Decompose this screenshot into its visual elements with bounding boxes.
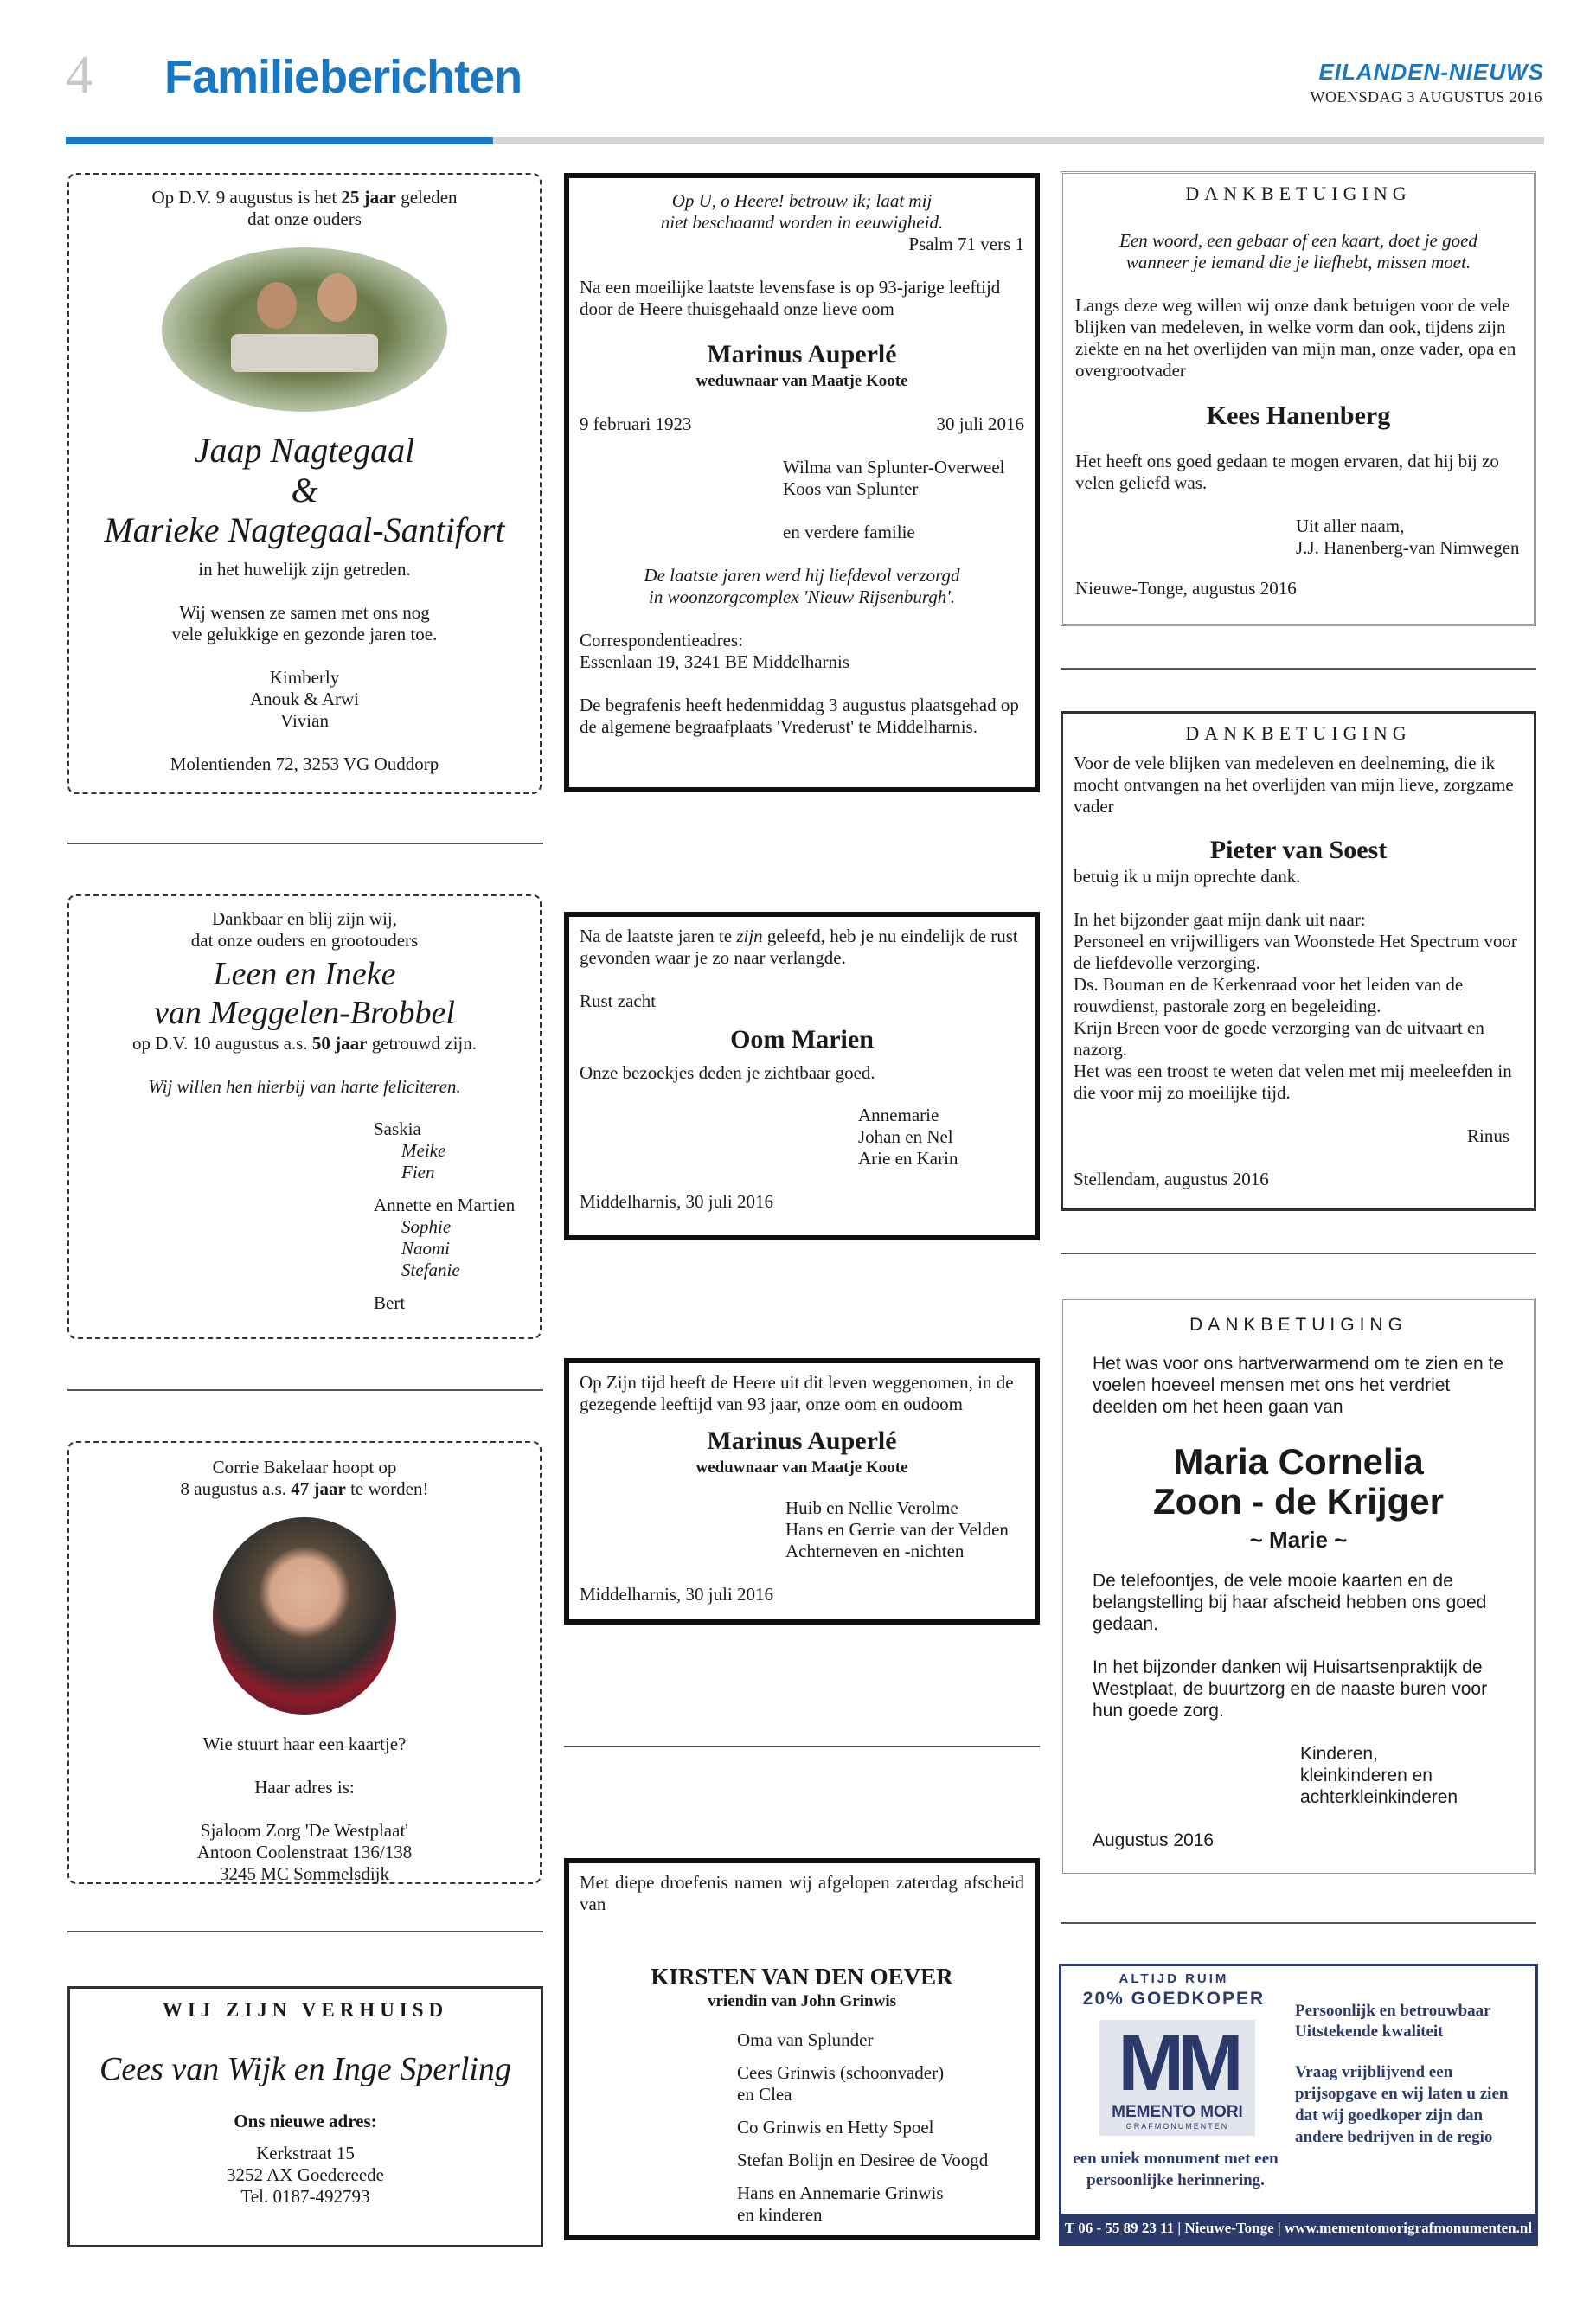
deceased-subtitle: weduwnaar van Maatje Koote xyxy=(695,372,908,390)
ad-feature: Persoonlijk en betrouwbaar xyxy=(1295,2002,1491,2020)
family-member: Johan en Nel xyxy=(858,1126,953,1147)
funeral-note: De begrafenis heeft hedenmiddag 3 augustus plaatsgehad op de algemene begraafplaats 'Vrederust' te Middelharnis. xyxy=(580,695,1019,737)
deceased-name: Marinus Auperlé xyxy=(707,1426,897,1455)
family-list xyxy=(737,2029,1024,2226)
advertisement-memento-mori xyxy=(1059,1964,1538,2246)
family-member: Saskia xyxy=(374,1118,421,1139)
logo-subtitle: GRAFMONUMENTEN xyxy=(1125,2122,1229,2131)
verse-line: niet beschaamd worden in eeuwigheid. xyxy=(660,212,944,233)
verse-reference: Psalm 71 vers 1 xyxy=(908,234,1024,254)
grandchild: Meike xyxy=(401,1140,446,1161)
signature-line: J.J. Hanenberg-van Nimwegen xyxy=(1296,537,1520,558)
couple-name-1: Jaap Nagtegaal xyxy=(194,431,415,470)
address-line: Sjaloom Zorg 'De Westplaat' xyxy=(200,1820,409,1841)
section-title: Familieberichten xyxy=(164,51,522,103)
ad-text: Wij willen hen hierbij van harte feliciteren. xyxy=(148,1076,461,1097)
ad-text: Personeel en vrijwilligers van Woonstede Het Spectrum voor de liefdevolle verzorging. xyxy=(1074,931,1517,973)
anniversary-notice-nagtegaal xyxy=(67,173,542,794)
ad-text: Dankbaar en blij zijn wij, xyxy=(211,908,398,929)
ad-text: Voor de vele blijken van medeleven en deelneming, die ik mocht ontvangen na het overlijden van mijn lieve, zorgzame vader xyxy=(1074,753,1514,817)
family-list xyxy=(858,1105,1024,1170)
couple-name-1: Leen en Ineke xyxy=(213,956,396,992)
family-member: Bert xyxy=(374,1292,406,1313)
obituary-marinus-auperle-family xyxy=(564,1358,1040,1625)
ad-text: Op Zijn tijd heeft de Heere uit dit leven weggenomen, in de gezegende leeftijd van 93 jaar, onze oom en oudoom xyxy=(580,1372,1014,1414)
grandchild: Sophie xyxy=(401,1216,452,1237)
obituary-oom-marien xyxy=(564,912,1040,1240)
divider xyxy=(1061,1922,1536,1924)
divider xyxy=(67,1931,543,1932)
ad-tagline-top: ALTIJD RUIM xyxy=(1118,1971,1229,1986)
ad-text: Rust zacht xyxy=(580,990,657,1011)
family-list xyxy=(1300,1743,1504,1808)
family-member: achterkleinkinderen xyxy=(1300,1787,1458,1807)
anniversary-notice-van-meggelen xyxy=(67,894,542,1339)
place-date: Augustus 2016 xyxy=(1093,1830,1215,1850)
ad-text: Wij wensen ze samen met ons nog xyxy=(179,602,430,623)
ad-slogan: persoonlijke herinnering. xyxy=(1086,2171,1265,2189)
grandchild: Naomi xyxy=(401,1238,451,1259)
family-list xyxy=(374,1118,524,1314)
family-member: Wilma van Splunter-Overweel xyxy=(783,457,1005,478)
signatory: Kimberly xyxy=(269,667,340,688)
notice-heading: DANKBETUIGING xyxy=(1189,1315,1407,1335)
ad-text: Met diepe droefenis namen wij afgelopen zaterdag afscheid van xyxy=(580,1872,1024,1914)
ad-text: op D.V. 10 augustus a.s. xyxy=(131,1033,312,1054)
deceased-name: Zoon - de Krijger xyxy=(1153,1481,1444,1522)
family-member: Annette en Martien xyxy=(374,1195,516,1215)
ad-text: Haar adres is: xyxy=(254,1777,355,1798)
deceased-name: Maria Cornelia xyxy=(1173,1441,1424,1482)
ad-text: Op D.V. 9 augustus is het xyxy=(151,187,342,208)
ad-discount: 20% GOEDKOPER xyxy=(1082,1989,1266,2009)
divider xyxy=(1061,1253,1536,1254)
ad-text: betuig ik u mijn oprechte dank. xyxy=(1074,866,1301,887)
ad-text: Het heeft ons goed gedaan te mogen ervaren, dat hij bij zo velen geliefd was. xyxy=(1075,451,1499,493)
phone-number: Tel. 0187-492793 xyxy=(240,2186,370,2207)
notice-heading: DANKBETUIGING xyxy=(1185,722,1412,744)
couple-photo xyxy=(162,247,447,412)
obituary-marinus-auperle xyxy=(564,173,1040,792)
ad-text: geleden xyxy=(395,187,458,208)
place-date: Middelharnis, 30 juli 2016 xyxy=(580,1191,773,1212)
ad-text: dat onze ouders en grootouders xyxy=(190,930,419,951)
railing xyxy=(231,334,378,372)
publication-date: WOENSDAG 3 AUGUSTUS 2016 xyxy=(1310,88,1542,106)
ad-text: In het bijzonder danken wij Huisartsenpraktijk de Westplaat, de buurtzorg en de naaste buren voor hun goede zorg. xyxy=(1093,1657,1488,1721)
portrait-photo xyxy=(213,1517,396,1715)
family-member: kleinkinderen en xyxy=(1300,1766,1433,1785)
ad-text: te worden! xyxy=(345,1478,429,1499)
deceased-subtitle: vriendin van John Grinwis xyxy=(707,1992,897,2010)
deceased-name: Pieter van Soest xyxy=(1209,836,1388,864)
ad-text-italic: zijn xyxy=(736,926,763,946)
quote-line: wanneer je iemand die je liefhebt, missen moet. xyxy=(1125,252,1471,272)
deceased-name: Marinus Auperlé xyxy=(707,340,897,369)
ad-text: Na de laatste jaren te xyxy=(580,926,737,946)
ad-text-bold: 47 jaar xyxy=(291,1478,346,1499)
ad-text: Corrie Bakelaar hoopt op xyxy=(212,1457,397,1477)
ad-text: Wie stuurt haar een kaartje? xyxy=(202,1734,407,1754)
deceased-name: Kees Hanenberg xyxy=(1206,401,1391,430)
address: Molentienden 72, 3253 VG Ouddorp xyxy=(170,753,439,774)
ad-text: geleefd, heb je nu eindelijk de rust gevonden waar je zo naar verlangde. xyxy=(580,926,1018,968)
deceased-name: Oom Marien xyxy=(730,1025,874,1054)
ad-text: Het was voor ons hartverwarmend om te zien en te voelen hoeveel mensen met ons het verdriet deelden om het heen gaan van xyxy=(1093,1354,1504,1417)
ad-text: in het huwelijk zijn getreden. xyxy=(198,559,411,580)
ad-feature: Uitstekende kwaliteit xyxy=(1295,2022,1444,2041)
family-member: en kinderen xyxy=(737,2204,823,2225)
care-note: De laatste jaren werd hij liefdevol verzorgd xyxy=(644,565,960,586)
deceased-nickname: ~ Marie ~ xyxy=(1249,1527,1348,1553)
ad-text-bold: 25 jaar xyxy=(341,187,396,208)
header-rule xyxy=(493,137,1544,144)
memento-mori-logo xyxy=(1099,2020,1255,2136)
signatory: Vivian xyxy=(280,710,329,731)
couple-name-2: van Meggelen-Brobbel xyxy=(154,995,455,1031)
grandchild: Stefanie xyxy=(401,1259,460,1280)
thanks-notice-zoon-de-krijger xyxy=(1061,1298,1536,1875)
correspondence-address: Essenlaan 19, 3241 BE Middelharnis xyxy=(580,651,850,672)
family-member: Hans en Annemarie Grinwis xyxy=(737,2182,944,2203)
family-member: Cees Grinwis (schoonvader) xyxy=(737,2062,945,2083)
ad-text: Krijn Breen voor de goede verzorging van de uitvaart en nazorg. xyxy=(1074,1017,1484,1060)
moving-notice xyxy=(67,1986,543,2247)
signature-line: Rinus xyxy=(1466,1125,1509,1146)
place-date: Stellendam, augustus 2016 xyxy=(1074,1169,1269,1189)
ad-text: Ds. Bouman en de Kerkenraad voor het leiden van de rouwdienst, pastorale zorg en begeleiding. xyxy=(1074,974,1464,1016)
ad-text: Langs deze weg willen wij onze dank betuigen voor de vele blijken van medeleven, in welke vorm dan ook, tijdens zijn ziekte en na het overlijden van mijn man, onze vader, opa en overgrootvader xyxy=(1075,295,1516,381)
family-member: Huib en Nellie Verolme xyxy=(785,1497,958,1518)
family-member: Oma van Splunder xyxy=(737,2029,874,2050)
verse-line: Op U, o Heere! betrouw ik; laat mij xyxy=(671,190,933,211)
grandchild: Fien xyxy=(401,1162,435,1183)
family-member: Stefan Bolijn en Desiree de Voogd xyxy=(737,2150,989,2170)
couple-name-2: Marieke Nagtegaal-Santifort xyxy=(104,510,505,549)
ad-text: Het was een troost te weten dat velen met mij meeleefden in die voor mij zo moeilijke tijd. xyxy=(1074,1061,1512,1103)
divider xyxy=(67,1389,543,1391)
ad-slogan: een uniek monument met een xyxy=(1073,2150,1279,2168)
birthday-notice-bakelaar xyxy=(67,1441,542,1884)
family-list xyxy=(783,457,1024,543)
family-member: en Clea xyxy=(737,2084,792,2105)
place-date: Middelharnis, 30 juli 2016 xyxy=(580,1584,773,1605)
masthead-logo: EILANDEN-NIEUWS xyxy=(1318,59,1544,85)
notice-heading: WIJ ZIJN VERHUISD xyxy=(162,1999,449,2021)
page-number: 4 xyxy=(66,46,93,105)
death-date: 30 juli 2016 xyxy=(936,413,1024,434)
ad-offer-text: Vraag vrijblijvend een prijsopgave en wij laten u zien dat wij goedkoper zijn dan andere bedrijven in de regio xyxy=(1295,2063,1509,2146)
ad-text: In het bijzonder gaat mijn dank uit naar: xyxy=(1074,909,1366,930)
family-member: en verdere familie xyxy=(783,522,915,542)
family-member: Koos van Splunter xyxy=(783,478,919,499)
ad-text-bold: 50 jaar xyxy=(311,1033,368,1054)
ad-contact-bar: T 06 - 55 89 23 11 | Nieuwe-Tonge | www.mementomorigrafmonumenten.nl xyxy=(1061,2214,1535,2243)
header-rule-accent xyxy=(66,137,493,144)
ad-text: vele gelukkige en gezonde jaren toe. xyxy=(171,624,438,644)
birth-date: 9 februari 1923 xyxy=(580,413,692,434)
family-member: Arie en Karin xyxy=(858,1148,958,1169)
family-list xyxy=(785,1497,1024,1562)
notice-heading: DANKBETUIGING xyxy=(1185,183,1412,204)
address-line: 3252 AX Goedereede xyxy=(227,2164,384,2185)
address-line: Kerkstraat 15 xyxy=(256,2143,355,2163)
family-member: Annemarie xyxy=(858,1105,939,1125)
ampersand: & xyxy=(291,471,318,510)
deceased-name: KIRSTEN VAN DEN OEVER xyxy=(651,1964,953,1990)
obituary-kirsten-van-den-oever xyxy=(564,1858,1040,2240)
family-member: Co Grinwis en Hetty Spoel xyxy=(737,2117,934,2138)
deceased-subtitle: weduwnaar van Maatje Koote xyxy=(695,1458,908,1477)
person-silhouette xyxy=(317,273,357,322)
ad-text: De telefoontjes, de vele mooie kaarten en de belangstelling bij haar afscheid hebben ons goed gedaan. xyxy=(1093,1571,1487,1634)
ad-text: dat onze ouders xyxy=(247,208,362,229)
ad-text: Onze bezoekjes deden je zichtbaar goed. xyxy=(580,1062,875,1083)
thanks-notice-van-soest xyxy=(1061,711,1536,1211)
resident-names: Cees van Wijk en Inge Sperling xyxy=(99,2051,511,2087)
ad-text: getrouwd zijn. xyxy=(367,1033,477,1054)
person-silhouette xyxy=(257,282,297,329)
divider xyxy=(1061,668,1536,670)
divider xyxy=(564,1746,1040,1747)
divider xyxy=(67,843,543,844)
quote-line: Een woord, een gebaar of een kaart, doet je goed xyxy=(1119,230,1477,251)
logo-mark: MM xyxy=(1118,2019,1237,2107)
ad-text: 8 augustus a.s. xyxy=(180,1478,292,1499)
family-member: Hans en Gerrie van der Velden xyxy=(785,1519,1009,1540)
address-line: Antoon Coolenstraat 136/138 xyxy=(196,1842,413,1862)
ad-text: Na een moeilijke laatste levensfase is op 93-jarige leeftijd door de Heere thuisgehaald onze lieve oom xyxy=(580,277,1001,319)
place-date: Nieuwe-Tonge, augustus 2016 xyxy=(1075,578,1297,599)
family-member: Kinderen, xyxy=(1300,1744,1378,1764)
signatory: Anouk & Arwi xyxy=(250,689,359,709)
address-label: Ons nieuwe adres: xyxy=(234,2111,377,2131)
signature-line: Uit aller naam, xyxy=(1296,516,1405,536)
logo-name: MEMENTO MORI xyxy=(1112,2103,1243,2121)
thanks-notice-hanenberg xyxy=(1061,171,1536,626)
correspondence-label: Correspondentieadres: xyxy=(580,630,743,651)
care-note: in woonzorgcomplex 'Nieuw Rijsenburgh'. xyxy=(649,586,955,607)
life-dates xyxy=(580,413,1024,435)
family-member: Achterneven en -nichten xyxy=(785,1541,965,1561)
address-line: 3245 MC Sommelsdijk xyxy=(219,1863,390,1884)
